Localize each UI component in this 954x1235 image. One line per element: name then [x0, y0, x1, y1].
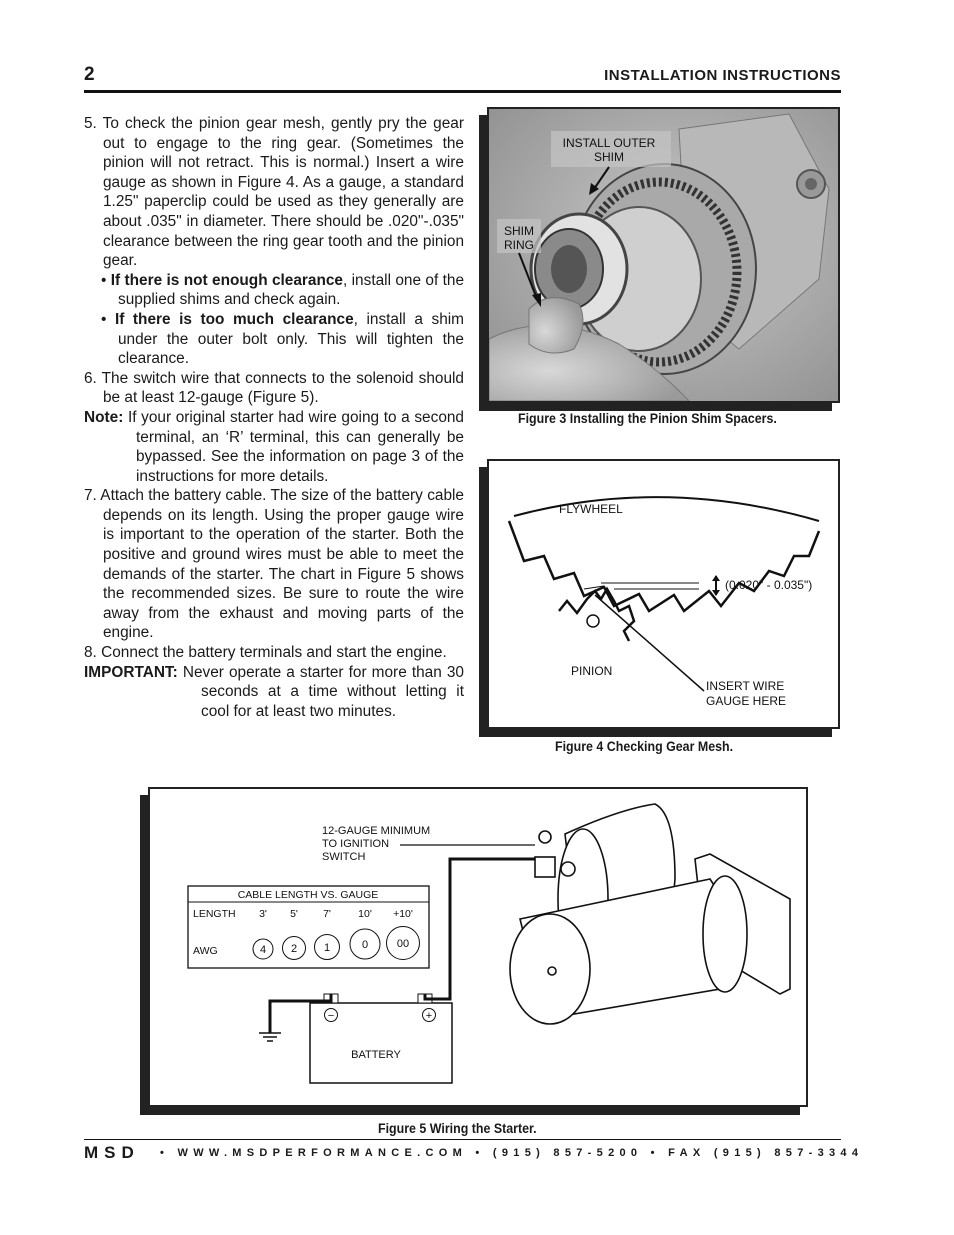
important-text: Never operate a starter for more than 30 seconds at a time without letting it cool for at least two minutes. — [182, 663, 464, 720]
note-label: Note: — [84, 408, 124, 426]
label-install-outer-shim-2: SHIM — [594, 150, 624, 164]
figure-4-diagram — [487, 459, 840, 729]
label-insert-wire-1: INSERT WIRE — [706, 679, 785, 693]
important — [84, 663, 464, 722]
label-install-outer-shim-1: INSTALL OUTER — [562, 136, 656, 150]
battery-label: BATTERY — [351, 1049, 401, 1061]
instruction-text — [84, 114, 464, 721]
step-5: 5. To check the pinion gear mesh, gently pry the gear out to engage to the ring gear. (Sometimes the pinion will not retract. This is normal.) Insert a wire gauge as shown in Figure 4. As a gauge, a standard 1.25" paperclip could be used as they generally are about .035" in diameter. There should be .020"-.035" clearance between the ring gear tooth and the pinion gear. — [84, 115, 464, 270]
label-shim-ring-1: SHIM — [504, 224, 534, 238]
figure-3-caption: Figure 3 Installing the Pinion Shim Spacers. — [518, 411, 777, 426]
gauge-0: 0 — [361, 939, 369, 951]
bullet-too-much-text: , install a shim under the outer bolt only. This will tighten the clearance. — [118, 310, 465, 368]
page-header-title: INSTALLATION INSTRUCTIONS — [604, 67, 841, 84]
gear-mesh-diagram — [489, 461, 838, 727]
label-flywheel: FLYWHEEL — [559, 502, 623, 516]
battery-plus: + — [425, 1010, 433, 1022]
starter-photo-illustration — [489, 109, 838, 401]
table-length-label: LENGTH — [193, 908, 236, 920]
step-7: 7. Attach the battery cable. The size of the battery cable depends on its length. Using the proper gauge wire is important to the operation of the starter. Both the positive and ground wires must be able to meet the demands of the starter. The chart in Figure 5 shows the recommended sizes. Be sure to route the wire away from the exhaust and moving parts of the engine. — [84, 487, 464, 642]
length-7: 7' — [323, 908, 331, 920]
bullet-not-enough: • If there is not enough clearance, install one of the supplied shims and check again. — [101, 271, 465, 309]
label-12-gauge-3: SWITCH — [322, 851, 366, 863]
figure-4-caption: Figure 4 Checking Gear Mesh. — [555, 739, 734, 754]
length-10-plus: +10' — [393, 908, 413, 920]
bullet-too-much-bold: If there is too much clearance — [114, 310, 354, 328]
gauge-00: 00 — [396, 938, 410, 950]
label-shim-ring-2: RING — [504, 238, 534, 252]
footer-contact: • WWW.MSDPERFORMANCE.COM • (915) 857-5200 • FAX (915) 857-3344 — [160, 1147, 864, 1159]
gauge-4: 4 — [259, 944, 267, 956]
important-label: IMPORTANT: — [84, 663, 178, 681]
footer-rule — [84, 1139, 841, 1140]
figure-5-diagram — [148, 787, 808, 1107]
gauge-1: 1 — [323, 942, 331, 954]
header-rule — [84, 90, 841, 93]
starter-wiring-diagram — [150, 789, 806, 1105]
length-10: 10' — [358, 908, 372, 920]
step-8: 8. Connect the battery terminals and start the engine. — [84, 644, 447, 662]
label-insert-wire-2: GAUGE HERE — [706, 694, 787, 708]
starter-motor — [510, 804, 790, 1024]
footer-brand: MSD — [84, 1143, 140, 1162]
bullet-too-much: • If there is too much clearance, install a shim under the outer bolt only. This will tighten the clearance. — [101, 310, 465, 368]
page-number: 2 — [84, 64, 95, 85]
length-3: 3' — [259, 908, 267, 920]
label-pinion: PINION — [571, 664, 613, 678]
bullet-not-enough-bold: If there is not enough clearance — [110, 271, 343, 289]
table-awg-label: AWG — [193, 945, 218, 957]
note — [84, 408, 464, 486]
cable-gauge-table — [188, 886, 429, 968]
bullet-not-enough-text: , install one of the supplied shims and check again. — [118, 271, 465, 309]
label-clearance: (0.020" - 0.035") — [725, 578, 813, 592]
gauge-2: 2 — [290, 943, 298, 955]
label-12-gauge-2: TO IGNITION — [322, 838, 390, 850]
length-5: 5' — [290, 908, 298, 920]
figure-5-caption: Figure 5 Wiring the Starter. — [378, 1121, 537, 1136]
step-6: 6. The switch wire that connects to the solenoid should be at least 12-gauge (Figure 5). — [84, 369, 464, 407]
figure-3-photo — [487, 107, 840, 403]
battery — [310, 994, 452, 1083]
battery-minus: − — [327, 1010, 335, 1022]
table-title: CABLE LENGTH VS. GAUGE — [237, 889, 379, 901]
label-12-gauge-1: 12-GAUGE MINIMUM — [322, 825, 431, 837]
note-text: If your original starter had wire going to a second terminal, an ‘R’ terminal, this can generally be bypassed. See the information on page 3 of the instructions for more details. — [127, 408, 464, 485]
